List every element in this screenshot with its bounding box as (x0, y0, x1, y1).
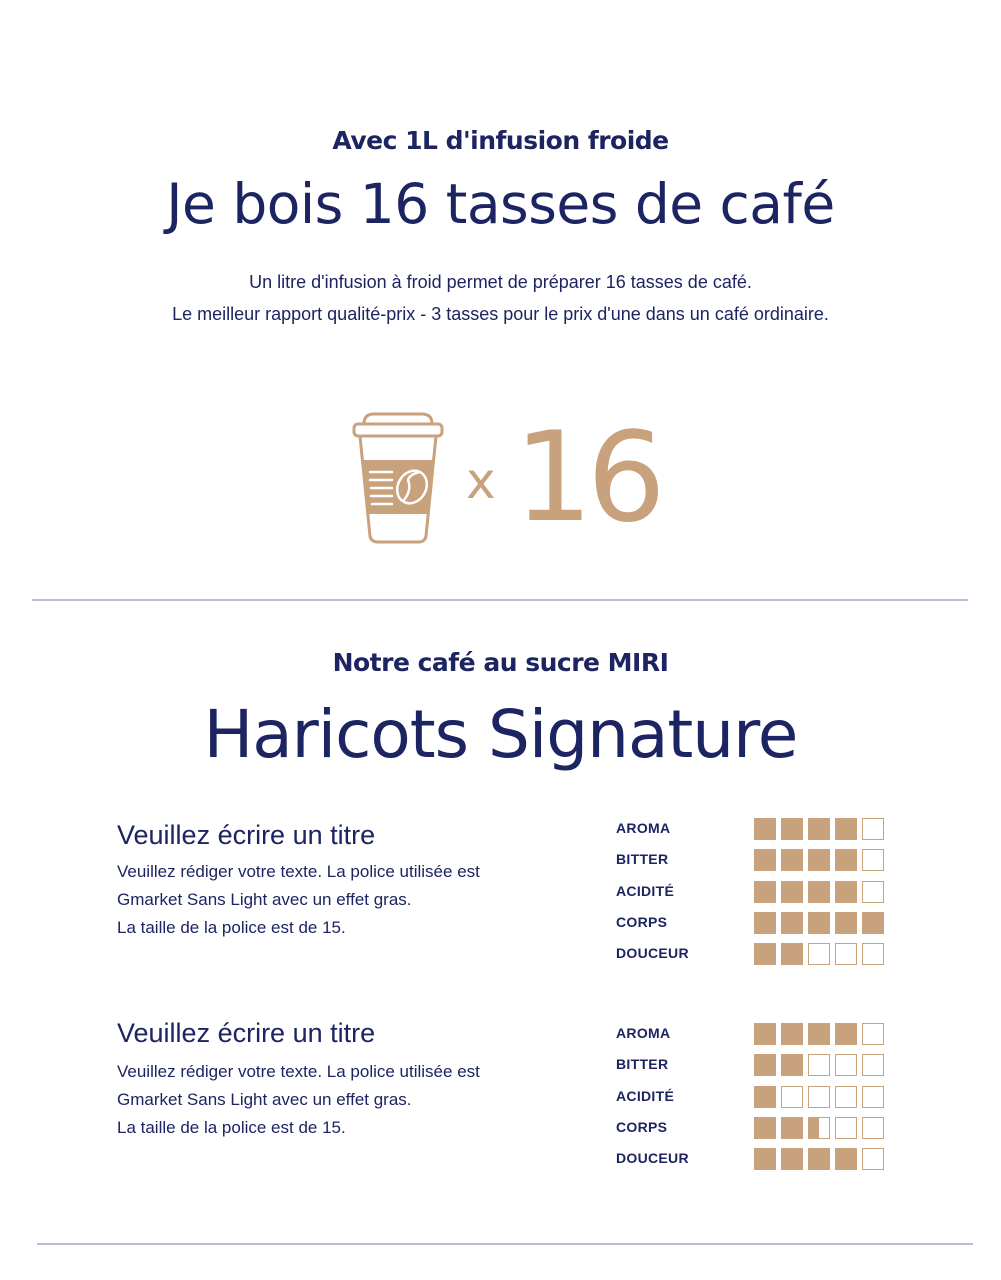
rating-boxes (754, 1086, 884, 1108)
rating-box (862, 943, 884, 965)
rating-boxes (754, 912, 884, 934)
item-2-text-3: La taille de la police est de 15. (117, 1118, 346, 1137)
rating-label: CORPS (616, 1119, 668, 1135)
rating-label: ACIDITÉ (616, 1088, 675, 1104)
rating-box (754, 881, 776, 903)
rating-box (754, 1023, 776, 1045)
section-divider (32, 599, 968, 601)
section2-script-title: Notre café au sucre MIRI (332, 648, 669, 677)
multiplier-sign: x (466, 452, 496, 510)
rating-box (835, 1023, 857, 1045)
rating-label: DOUCEUR (616, 1150, 689, 1166)
rating-box (808, 881, 830, 903)
rating-label: ACIDITÉ (616, 883, 675, 899)
rating-box (808, 912, 830, 934)
rating-row-douceur (616, 1148, 896, 1172)
item-1-title: Veuillez écrire un titre (117, 820, 376, 850)
rating-box (862, 1117, 884, 1139)
rating-box (808, 818, 830, 840)
rating-row-aroma (616, 818, 896, 842)
rating-label: BITTER (616, 1056, 669, 1072)
rating-box (808, 1054, 830, 1076)
rating-row-acidité (616, 881, 896, 905)
rating-box (781, 849, 803, 871)
rating-boxes (754, 849, 884, 871)
rating-boxes (754, 881, 884, 903)
rating-row-aroma (616, 1023, 896, 1047)
coffee-cup-icon (350, 410, 446, 546)
rating-box (835, 1148, 857, 1170)
rating-box (781, 1054, 803, 1076)
rating-row-corps (616, 1117, 896, 1141)
rating-box (835, 818, 857, 840)
rating-box (862, 912, 884, 934)
rating-box (862, 1023, 884, 1045)
cup-count: 16 (514, 406, 660, 550)
item-1-text-2: Gmarket Sans Light avec un effet gras. (117, 890, 412, 909)
rating-box (754, 1117, 776, 1139)
rating-box (862, 849, 884, 871)
rating-box (862, 1054, 884, 1076)
rating-box (808, 1117, 830, 1139)
rating-box (862, 1148, 884, 1170)
item-2-text-1: Veuillez rédiger votre texte. La police utilisée est (117, 1062, 480, 1081)
rating-box (835, 849, 857, 871)
rating-box (835, 1117, 857, 1139)
rating-box (808, 1148, 830, 1170)
rating-box (754, 818, 776, 840)
rating-box (835, 881, 857, 903)
section1-script-title: Avec 1L d'infusion froide (332, 126, 669, 155)
rating-box (754, 1086, 776, 1108)
rating-box (808, 1023, 830, 1045)
section1-title: Je bois 16 tasses de café (166, 172, 835, 236)
section1-line-1: Un litre d'infusion à froid permet de préparer 16 tasses de café. (249, 272, 752, 292)
rating-row-corps (616, 912, 896, 936)
item-1-text-3: La taille de la police est de 15. (117, 918, 346, 937)
rating-box (781, 1117, 803, 1139)
rating-row-acidité (616, 1086, 896, 1110)
rating-box (808, 943, 830, 965)
rating-box (835, 1086, 857, 1108)
rating-row-bitter (616, 849, 896, 873)
rating-box (862, 881, 884, 903)
rating-box (781, 1023, 803, 1045)
rating-boxes (754, 1148, 884, 1170)
rating-boxes (754, 1023, 884, 1045)
rating-box (808, 849, 830, 871)
item-2-text-2: Gmarket Sans Light avec un effet gras. (117, 1090, 412, 1109)
rating-box (835, 1054, 857, 1076)
rating-box (781, 1148, 803, 1170)
rating-label: DOUCEUR (616, 945, 689, 961)
rating-box (835, 912, 857, 934)
section2-title: Haricots Signature (203, 696, 798, 773)
rating-box (781, 912, 803, 934)
item-2-title: Veuillez écrire un titre (117, 1018, 376, 1048)
rating-label: AROMA (616, 820, 671, 836)
rating-label: CORPS (616, 914, 668, 930)
rating-boxes (754, 1117, 884, 1139)
rating-box (754, 849, 776, 871)
item-1-text-1: Veuillez rédiger votre texte. La police utilisée est (117, 862, 480, 881)
rating-box (835, 943, 857, 965)
rating-box (781, 943, 803, 965)
rating-boxes (754, 818, 884, 840)
rating-box (781, 1086, 803, 1108)
rating-label: AROMA (616, 1025, 671, 1041)
section1-line-2: Le meilleur rapport qualité-prix - 3 tasses pour le prix d'une dans un café ordinaire. (172, 304, 829, 324)
rating-row-bitter (616, 1054, 896, 1078)
rating-box (754, 912, 776, 934)
rating-box (862, 818, 884, 840)
rating-boxes (754, 1054, 884, 1076)
rating-box (754, 943, 776, 965)
rating-box (781, 881, 803, 903)
rating-box (754, 1054, 776, 1076)
rating-label: BITTER (616, 851, 669, 867)
rating-boxes (754, 943, 884, 965)
rating-box (781, 818, 803, 840)
rating-box (754, 1148, 776, 1170)
rating-box (862, 1086, 884, 1108)
bottom-divider (37, 1243, 973, 1245)
rating-row-douceur (616, 943, 896, 967)
rating-box (808, 1086, 830, 1108)
